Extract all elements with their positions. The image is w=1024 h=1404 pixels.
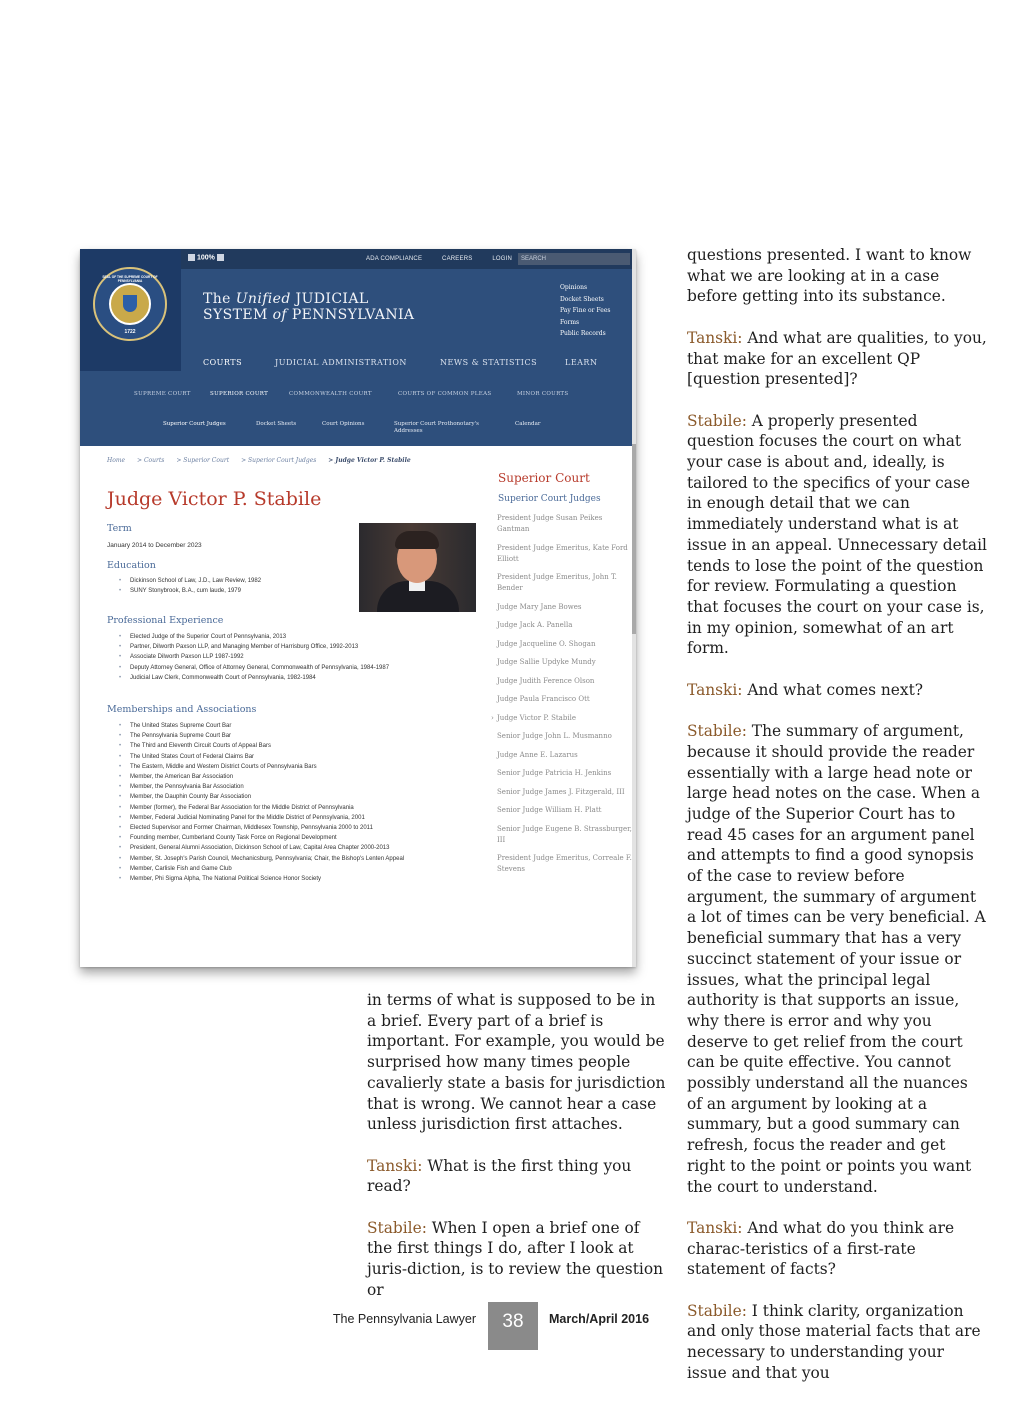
search-input[interactable]: SEARCH bbox=[518, 253, 630, 265]
list-item: • Member (former), the Federal Bar Association for the Middle District of Pennsylvania bbox=[130, 803, 465, 813]
quick-link-opinions[interactable]: Opinions bbox=[560, 284, 588, 291]
article-paragraph: Tanski: And what comes next? bbox=[687, 680, 924, 699]
article-paragraph: Stabile: I think clarity, organization and only those material facts that are necessary to understanding your issue and that you bbox=[687, 1301, 981, 1382]
list-item: • Partner, Dilworth Paxson LLP, and Managing Member of Harrisburg Office, 1992-2013 bbox=[130, 642, 475, 652]
list-item: • Associate Dilworth Paxson LLP 1987-1992 bbox=[130, 652, 475, 662]
quick-link-pay-fines[interactable]: Pay Fine or Fees bbox=[560, 307, 611, 314]
list-item: • Member, Phi Sigma Alpha, The National Political Science Honor Society bbox=[130, 874, 465, 884]
page-number: 38 bbox=[488, 1302, 538, 1350]
scrollbar-thumb[interactable] bbox=[632, 444, 636, 634]
sidebar-item[interactable]: Judge Sallie Updyke Mundy bbox=[497, 658, 596, 666]
list-item: • The United States Court of Federal Claims Bar bbox=[130, 752, 465, 762]
subnav2-court-opinions[interactable]: Court Opinions bbox=[322, 421, 365, 427]
sidebar-item[interactable]: Senior Judge Patricia H. Jenkins bbox=[497, 769, 612, 777]
nav-news-statistics[interactable]: NEWS & STATISTICS bbox=[440, 358, 538, 367]
zoom-out-icon[interactable] bbox=[188, 254, 195, 261]
quick-link-forms[interactable]: Forms bbox=[560, 318, 580, 326]
subnav2-calendar[interactable]: Calendar bbox=[515, 421, 541, 427]
sidebar-item[interactable]: President Judge Emeritus, Correale F. Stevens bbox=[497, 854, 632, 873]
list-item: • President, General Alumni Association, Dickinson School of Law, Capital Area Chapter 2000-2013 bbox=[130, 843, 465, 853]
list-item: • Member, the Pennsylvania Bar Association bbox=[130, 782, 465, 792]
article-column-right bbox=[687, 245, 987, 1404]
term-value: January 2014 to December 2023 bbox=[107, 542, 202, 549]
top-link-ada[interactable]: ADA COMPLIANCE bbox=[366, 256, 423, 262]
list-item: • Member, St. Joseph's Parish Council, Mechanicsburg, Pennsylvania; Chair, the Bishop's Lenten Appeal bbox=[130, 854, 465, 864]
list-item: • Judicial Law Clerk, Commonwealth Court of Pennsylvania, 1982-1984 bbox=[130, 673, 475, 683]
sidebar-heading[interactable]: Superior Court bbox=[498, 471, 590, 485]
article-paragraph: Stabile: The summary of argument, because it should provide the reader essentially with a large head note or large head notes on the case. When a judge of the Superior Court has to read 45 cases for an argument panel and attempts to find a good synopsis of the case to review before argument, the summary of argument a lot of times can be very beneficial. A beneficial summary that has a very succinct statement of your issue or issues, what the principal legal authority is that supports an issue, why there is error and why you deserve to get relief from the court can be quite effective. You cannot possibly understand all the nuances of an argument by looking at a summary, but a good summary can refresh, focus the reader and get right to the point or points you want the court to understand. bbox=[687, 722, 986, 1196]
breadcrumb-item[interactable]: > Courts bbox=[137, 457, 165, 464]
list-item: • SUNY Stonybrook, B.A., cum laude, 1979 bbox=[130, 586, 475, 596]
footer-issue: March/April 2016 bbox=[549, 1312, 650, 1326]
sidebar-item[interactable]: President Judge Emeritus, Kate Ford Elliott bbox=[497, 543, 628, 563]
term-heading: Term bbox=[107, 523, 132, 534]
website-screenshot bbox=[80, 249, 636, 967]
subnav2-judges[interactable]: Superior Court Judges bbox=[163, 421, 226, 427]
top-links bbox=[366, 256, 530, 262]
nav-judicial-administration[interactable]: JUDICIAL ADMINISTRATION bbox=[275, 358, 407, 367]
sidebar-item[interactable]: Judge Paula Francisco Ott bbox=[497, 695, 590, 703]
list-item: • The Pennsylvania Supreme Court Bar bbox=[130, 731, 465, 741]
article-paragraph: questions presented. I want to know what we are looking at in a case before getting into its substance. bbox=[687, 246, 972, 306]
sidebar-item[interactable]: Senior Judge William H. Platt bbox=[497, 806, 602, 814]
sidebar-subheading[interactable]: Superior Court Judges bbox=[498, 494, 601, 504]
experience-list bbox=[130, 632, 475, 683]
sidebar-item[interactable]: Senior Judge James J. Fitzgerald, III bbox=[497, 787, 625, 796]
breadcrumb-current: > Judge Victor P. Stabile bbox=[328, 457, 411, 464]
list-item: • Member, the American Bar Association bbox=[130, 772, 465, 782]
list-item: • The United States Supreme Court Bar bbox=[130, 721, 465, 731]
quick-link-public-records[interactable]: Public Records bbox=[560, 330, 606, 337]
breadcrumb-item[interactable]: > Superior Court bbox=[176, 457, 230, 464]
sidebar-item-current[interactable]: › Judge Victor P. Stabile bbox=[497, 713, 632, 724]
sidebar-item[interactable]: Judge Jacqueline O. Shogan bbox=[497, 639, 596, 648]
article-column-left bbox=[367, 990, 667, 1321]
judge-photo bbox=[359, 523, 476, 612]
main-nav bbox=[181, 353, 632, 373]
list-item: • Elected Supervisor and Former Chairman, Middlesex Township, Pennsylvania 2000 to 2011 bbox=[130, 823, 465, 833]
memberships-heading: Memberships and Associations bbox=[107, 704, 257, 715]
article-paragraph: Tanski: What is the first thing you read? bbox=[367, 1156, 632, 1196]
list-item: • The Third and Eleventh Circuit Courts of Appeal Bars bbox=[130, 741, 465, 751]
memberships-list bbox=[130, 721, 465, 884]
zoom-in-icon[interactable] bbox=[217, 254, 224, 261]
subnav-common-pleas[interactable]: COURTS OF COMMON PLEAS bbox=[398, 391, 492, 397]
breadcrumb-item[interactable]: Home bbox=[107, 457, 126, 464]
sidebar-item[interactable]: Senior Judge Eugene B. Strassburger, III bbox=[497, 824, 632, 844]
zoom-control[interactable] bbox=[186, 254, 226, 261]
sidebar-item[interactable]: Judge Anne E. Lazarus bbox=[497, 750, 578, 759]
subnav2-prothonotary[interactable]: Superior Court Prothonotary's Addresses bbox=[394, 421, 479, 434]
nav-learn[interactable]: LEARN bbox=[565, 358, 598, 367]
list-item: • Deputy Attorney General, Office of Attorney General, Commonwealth of Pennsylvania, 1984-1987 bbox=[130, 663, 475, 673]
quick-links bbox=[560, 282, 610, 340]
article-paragraph: Stabile: When I open a brief one of the first things I do, after I look at juris-diction, is to review the question or bbox=[367, 1218, 663, 1299]
site-header bbox=[80, 249, 632, 446]
subnav-superior-court[interactable]: SUPERIOR COURT bbox=[210, 391, 269, 397]
breadcrumb-item[interactable]: > Superior Court Judges bbox=[241, 457, 317, 464]
seal-year: 1722 bbox=[124, 329, 136, 335]
list-item: • Dickinson School of Law, J.D., Law Review, 1982 bbox=[130, 576, 475, 586]
breadcrumb bbox=[107, 457, 411, 464]
subnav2-docket-sheets[interactable]: Docket Sheets bbox=[256, 421, 297, 427]
seal-ribbon bbox=[80, 249, 181, 371]
subnav-minor-courts[interactable]: MINOR COURTS bbox=[517, 391, 569, 397]
article-paragraph: in terms of what is supposed to be in a brief. Every part of a brief is important. For example, you would be surprised how many times people cavalierly state a basis for jurisdiction that is wrong. We cannot hear a case unless jurisdiction first attaches. bbox=[367, 991, 666, 1134]
sidebar-item[interactable]: Senior Judge John L. Musmanno bbox=[497, 732, 612, 740]
nav-courts[interactable]: COURTS bbox=[203, 358, 243, 367]
list-item: • Elected Judge of the Superior Court of Pennsylvania, 2013 bbox=[130, 632, 475, 642]
list-item: • Member, Carlisle Fish and Game Club bbox=[130, 864, 465, 874]
seal-text: SEAL OF THE SUPREME COURT OF PENNSYLVANIA bbox=[102, 275, 158, 283]
sidebar-item[interactable]: Judge Judith Ference Olson bbox=[497, 676, 595, 685]
list-item: • The Eastern, Middle and Western District Courts of Pennsylvania Bars bbox=[130, 762, 465, 772]
quick-link-docket-sheets[interactable]: Docket Sheets bbox=[560, 295, 604, 303]
site-title[interactable]: The Unified JUDICIAL SYSTEM of PENNSYLVANIA bbox=[203, 291, 415, 323]
sidebar-item[interactable]: President Judge Emeritus, John T. Bender bbox=[497, 573, 617, 592]
court-seal-icon bbox=[93, 267, 167, 341]
footer-publication: The Pennsylvania Lawyer bbox=[332, 1312, 476, 1326]
sidebar-item[interactable]: Judge Mary Jane Bowes bbox=[497, 602, 582, 611]
top-link-careers[interactable]: CAREERS bbox=[442, 256, 473, 262]
list-item: • Member, the Dauphin County Bar Association bbox=[130, 792, 465, 802]
education-heading: Education bbox=[107, 560, 156, 571]
article-paragraph: Tanski: And what do you think are charac-teristics of a first-rate statement of facts? bbox=[687, 1218, 955, 1279]
subnav-commonwealth-court[interactable]: COMMONWEALTH COURT bbox=[289, 391, 372, 397]
list-item: • Member, Federal Judicial Nominating Panel for the Middle District of Pennsylvania, 2001 bbox=[130, 813, 465, 823]
article-paragraph: Stabile: A properly presented question focuses the court on what your case is about and, ideally, is tailored to the specifics of your case in enough detail that we can immediately understand what is at issue in an appeal. Unnecessary detail tends to lose the point of the question for review. Formulating a question that focuses the court on your case is, in my opinion, somewhat of an art form. bbox=[687, 411, 987, 658]
experience-heading: Professional Experience bbox=[107, 615, 224, 626]
sidebar-item[interactable]: President Judge Susan Peikes Gantman bbox=[497, 514, 603, 533]
subnav-supreme-court[interactable]: SUPREME COURT bbox=[134, 391, 191, 397]
list-item: • Founding member, Cumberland County Task Force on Regional Development bbox=[130, 833, 465, 843]
page-title: Judge Victor P. Stabile bbox=[107, 488, 322, 510]
top-link-login[interactable]: LOGIN bbox=[492, 256, 512, 262]
article-paragraph: Tanski: And what are qualities, to you, that make for an excellent QP [question presented]? bbox=[687, 328, 987, 389]
sidebar-item[interactable]: Judge Jack A. Panella bbox=[497, 621, 573, 629]
sidebar-judge-list bbox=[497, 513, 632, 883]
zoom-level: 100% bbox=[197, 254, 215, 262]
